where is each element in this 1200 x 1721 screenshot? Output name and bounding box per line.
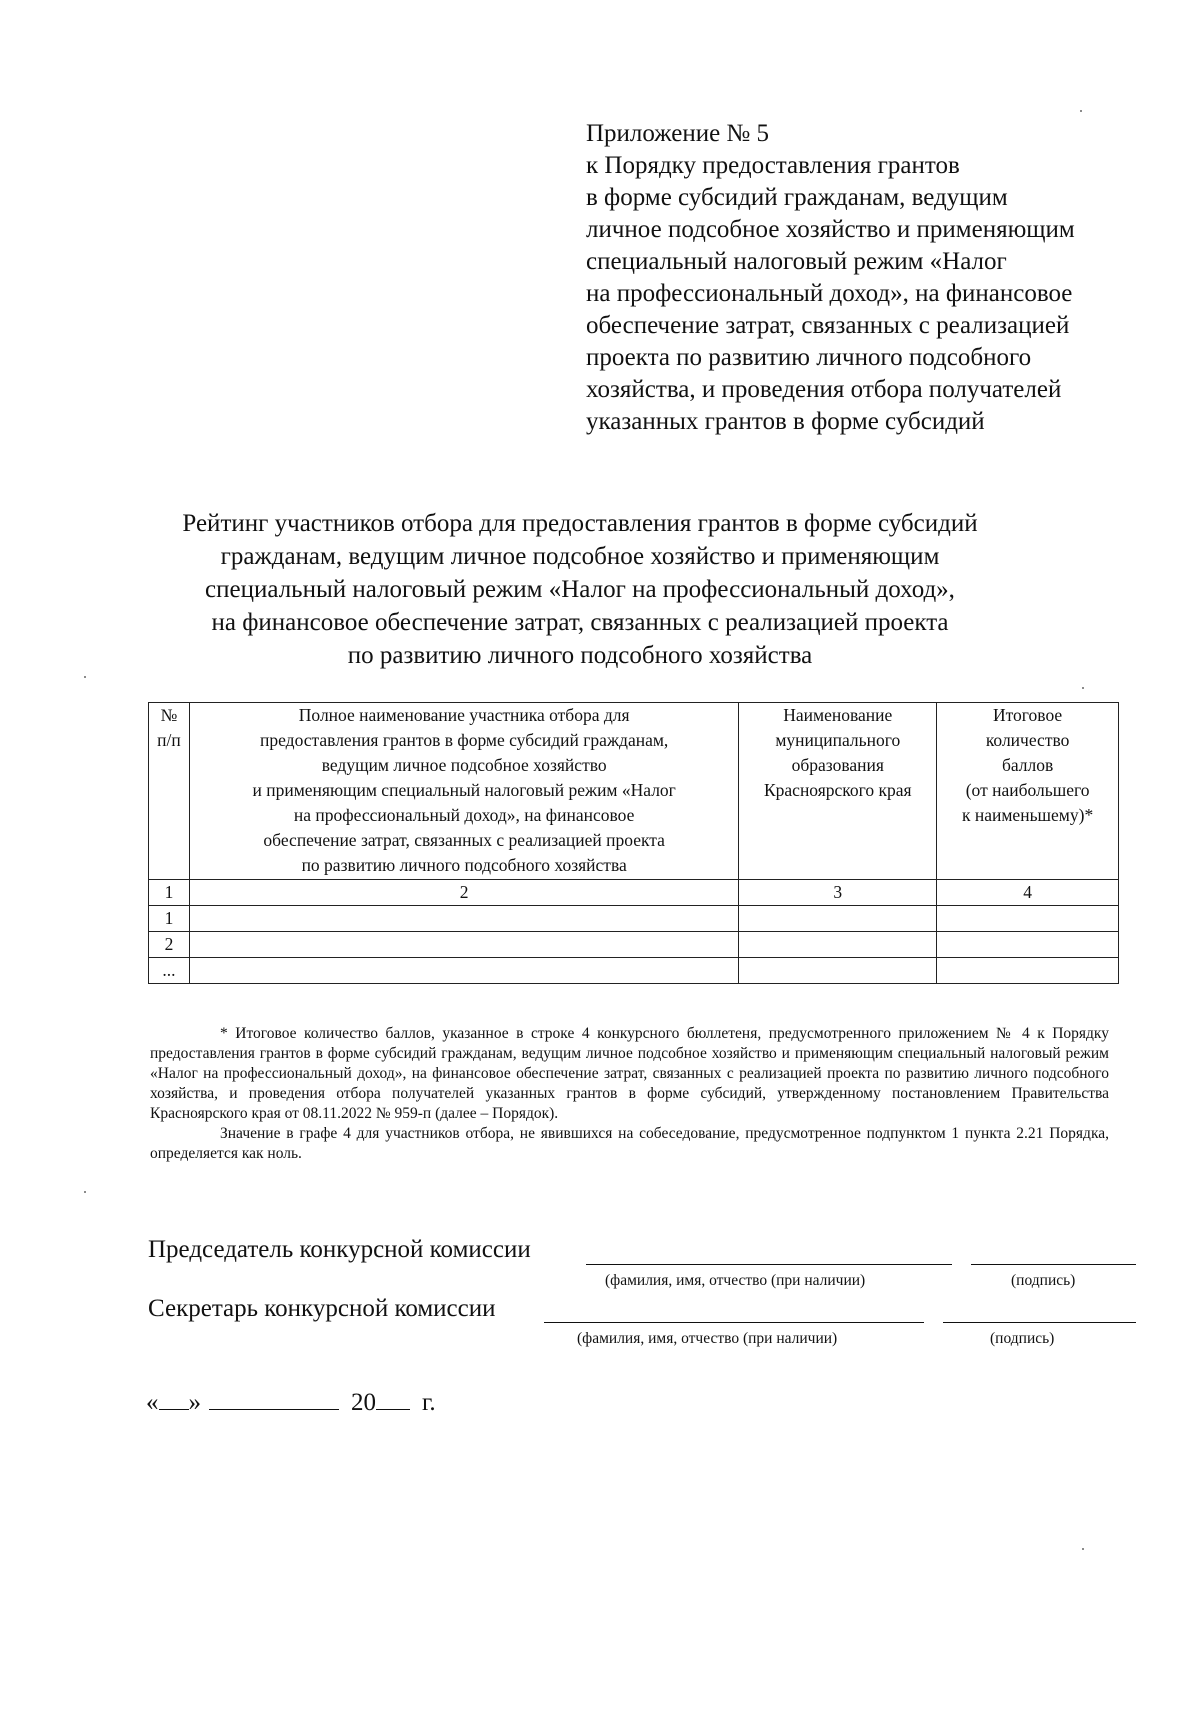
table-cell [937, 906, 1119, 932]
secretary-label: Секретарь конкурсной комиссии [148, 1295, 496, 1322]
table-cell [937, 958, 1119, 984]
table-header-row [149, 703, 1119, 880]
secretary-name-line [544, 1322, 924, 1323]
scan-speck [1082, 687, 1084, 689]
date-block [146, 1389, 436, 1417]
chair-signature-caption: (подпись) [1011, 1272, 1076, 1289]
year-prefix: 20 [351, 1389, 376, 1416]
date-open-quote: « [146, 1389, 159, 1416]
scan-speck [1080, 110, 1082, 112]
appendix-line: в форме субсидий гражданам, ведущим [586, 184, 1008, 211]
table-cell [189, 906, 738, 932]
appendix-line: на профессиональный доход», на финансовое [586, 280, 1073, 307]
table-cell: 2 [189, 880, 738, 906]
year-suffix: г. [422, 1389, 436, 1416]
month-blank-line [209, 1409, 339, 1410]
appendix-line: Приложение № 5 [586, 120, 770, 147]
table-row [149, 906, 1119, 932]
header-total-score: Итоговое количество баллов (от наибольшего к наименьшему)* [937, 703, 1119, 880]
header-number: № п/п [149, 703, 190, 880]
chair-label: Председатель конкурсной комиссии [148, 1236, 531, 1263]
title-line: специальный налоговый режим «Налог на профессиональный доход», [205, 576, 955, 603]
table-cell [739, 958, 937, 984]
chair-name-caption: (фамилия, имя, отчество (при наличии) [605, 1272, 866, 1289]
appendix-line: проекта по развитию личного подсобного [586, 344, 1032, 371]
document-title [130, 507, 1030, 672]
column-number-row [149, 880, 1119, 906]
title-line: по развитию личного подсобного хозяйства [347, 642, 813, 669]
title-line: на финансовое обеспечение затрат, связанных с реализацией проекта [211, 609, 949, 636]
scan-speck [1082, 1548, 1084, 1550]
scan-speck [84, 1191, 86, 1193]
table-cell: ... [149, 958, 190, 984]
table-cell [189, 932, 738, 958]
table-cell: 3 [739, 880, 937, 906]
scan-speck [84, 676, 86, 678]
header-participant-name: Полное наименование участника отбора для предоставления грантов в форме субсидий гражданам, ведущим личное подсобное хозяйство и применяющим специальный налоговый режим «Налог на профессиональный доход», на финансовое обеспечение затрат, связанных с реализацией проекта по развитию личного подсобного хозяйства [189, 703, 738, 880]
header-municipality: Наименование муниципального образования Красноярского края [739, 703, 937, 880]
table-cell: 4 [937, 880, 1119, 906]
chair-name-line [586, 1264, 952, 1265]
table-cell [739, 932, 937, 958]
year-blank-line [376, 1409, 410, 1410]
appendix-line: обеспечение затрат, связанных с реализацией [586, 312, 1070, 339]
rating-table [148, 702, 1119, 984]
appendix-block [586, 118, 1166, 438]
footnote-paragraph: Значение в графе 4 для участников отбора, не явившихся на собеседование, предусмотренное подпунктом 1 пункта 2.21 Порядка, определяется как ноль. [150, 1125, 1109, 1162]
day-blank-line [159, 1409, 189, 1410]
secretary-signature-line [943, 1322, 1136, 1323]
footnote-paragraph: * Итоговое количество баллов, указанное в строке 4 конкурсного бюллетеня, предусмотренного приложением № 4 к Порядку предоставления грантов в форме субсидий гражданам, ведущим личное подсобное хозяйство и применяющим специальный налоговый режим «Налог на профессиональный доход», на финансовое обеспечение затрат, связанных с реализацией проекта по развитию личного подсобного хозяйства, и проведения отбора получателей указанных грантов в форме субсидий, утвержденному постановлением Правительства Красноярского края от 08.11.2022 № 959-п (далее – Порядок). [150, 1025, 1109, 1122]
date-close-quote: » [188, 1389, 201, 1416]
table-cell [189, 958, 738, 984]
chair-signature-line [971, 1264, 1136, 1265]
footnote [150, 1024, 1109, 1164]
table-cell: 2 [149, 932, 190, 958]
table-cell [739, 906, 937, 932]
table-cell [937, 932, 1119, 958]
appendix-line: личное подсобное хозяйство и применяющим [586, 216, 1075, 243]
title-line: Рейтинг участников отбора для предоставления грантов в форме субсидий [182, 510, 978, 537]
title-line: гражданам, ведущим личное подсобное хозяйство и применяющим [220, 543, 940, 570]
appendix-line: хозяйства, и проведения отбора получателей [586, 376, 1062, 403]
secretary-name-caption: (фамилия, имя, отчество (при наличии) [577, 1330, 838, 1347]
secretary-signature-caption: (подпись) [990, 1330, 1055, 1347]
appendix-line: указанных грантов в форме субсидий [586, 408, 985, 435]
table-cell: 1 [149, 880, 190, 906]
appendix-line: к Порядку предоставления грантов [586, 152, 960, 179]
appendix-line: специальный налоговый режим «Налог [586, 248, 1007, 275]
table-row [149, 932, 1119, 958]
table-cell: 1 [149, 906, 190, 932]
table-row [149, 958, 1119, 984]
